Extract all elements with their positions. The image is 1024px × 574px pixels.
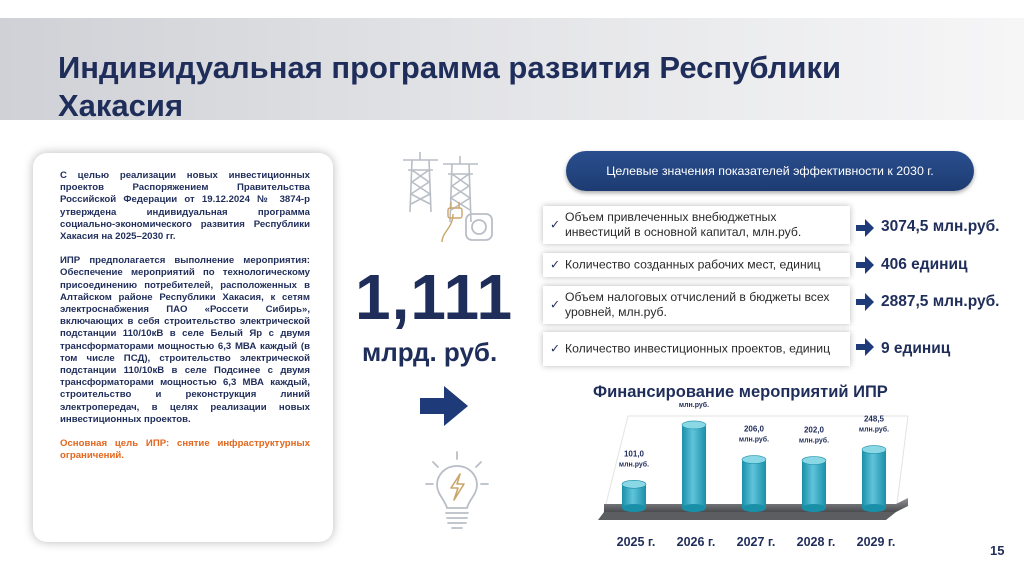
data-label-unit: млн.руб. <box>858 426 890 434</box>
info-text <box>60 170 310 474</box>
kpi-value: 3074,5 млн.руб. <box>881 218 1000 235</box>
arrow-right-icon <box>418 384 470 428</box>
check-icon: ✓ <box>550 341 561 356</box>
page-number: 15 <box>990 543 1005 558</box>
data-label-value: 206,0 <box>743 424 765 434</box>
kpi-value: 9 единиц <box>881 340 951 357</box>
check-icon: ✓ <box>550 297 561 312</box>
kpi-value: 406 единиц <box>881 256 968 273</box>
x-tick-label: 2029 г. <box>856 535 896 549</box>
kpi-label: Объем налоговых отчислений в бюджеты всех уровней, млн.руб. <box>565 290 830 319</box>
bar-2028 г. <box>802 457 826 512</box>
data-label-unit: млн.руб. <box>798 437 830 445</box>
power-tower-plug-icon <box>398 152 498 246</box>
x-tick-label: 2028 г. <box>796 535 836 549</box>
lightbulb-icon <box>424 450 490 534</box>
chart-title: Финансирование мероприятий ИПР <box>593 383 888 401</box>
arrow-right-icon <box>855 255 875 275</box>
bar-2026 г. <box>682 421 706 512</box>
chart-floor-edge <box>598 512 896 520</box>
kpi-jobs <box>543 253 850 277</box>
targets-title: Целевые значения показателей эффективности к 2030 г. <box>566 151 974 191</box>
info-goal: Основная цель ИПР: снятие инфраструктурных ограничений. <box>60 438 310 462</box>
check-icon: ✓ <box>550 217 561 232</box>
data-label-value: 101,0 <box>623 449 645 459</box>
data-label-value: 202,0 <box>803 425 825 435</box>
data-label-unit: млн.руб. <box>738 436 770 444</box>
bar-2029 г. <box>862 446 886 512</box>
funding-bar-chart <box>596 402 916 554</box>
kpi-label: Объем привлеченных внебюджетных инвестиций в основной капитал, млн.руб. <box>565 210 802 239</box>
info-paragraph-activity: ИПР предполагается выполнение мероприятия: Обеспечение мероприятий по технологическому присоединению потребителей, расположенных в Алтайском районе Республики Хакасия, к сетям электроснабжения ПАО «Россети Сибирь», включающих в себя строительство электрической подстанции 110/10кВ в селе Белый Яр с двумя трансформаторами мощностью 6,3 МВА каждый (в том числе ПСД), строительство электрической подстанции 110/10кВ в селе Подсинее с двумя трансформаторами мощностью 6,3 МВА каждый, строительство и реконструкция линий электропередач, в целях реализации новых инвестиционных проектов. <box>60 255 310 425</box>
arrow-right-icon <box>855 218 875 238</box>
check-icon: ✓ <box>550 257 561 272</box>
x-tick-label: 2026 г. <box>676 535 716 549</box>
total-amount: 1,111 <box>355 261 514 333</box>
arrow-right-icon <box>855 292 875 312</box>
x-tick-label: 2027 г. <box>736 535 776 549</box>
bar-2025 г. <box>622 480 646 512</box>
kpi-label: Количество созданных рабочих мест, единиц <box>565 257 821 272</box>
info-paragraph-decree: С целью реализации новых инвестиционных проектов Распоряжением Правительства Российской Федерации от 19.12.2024 № 3874-р утверждена индивидуальная программа социально-экономического развития Республики Хакасия на 2025–2030 гг. <box>60 170 310 243</box>
kpi-projects <box>543 332 850 366</box>
data-label-value: 248,5 <box>863 414 885 424</box>
kpi-taxes <box>543 286 850 324</box>
page-title: Индивидуальная программа развития Республики Хакасия <box>58 50 842 123</box>
kpi-value: 2887,5 млн.руб. <box>881 293 1000 310</box>
arrow-right-icon <box>855 337 875 357</box>
data-label-unit: млн.руб. <box>678 402 710 409</box>
kpi-label: Количество инвестиционных проектов, единиц <box>565 341 831 356</box>
bar-2027 г. <box>742 456 766 512</box>
header-band <box>0 18 1024 123</box>
kpi-investments <box>543 206 850 244</box>
total-unit: млрд. руб. <box>362 337 498 367</box>
data-label-unit: млн.руб. <box>618 461 650 469</box>
x-tick-label: 2025 г. <box>616 535 656 549</box>
